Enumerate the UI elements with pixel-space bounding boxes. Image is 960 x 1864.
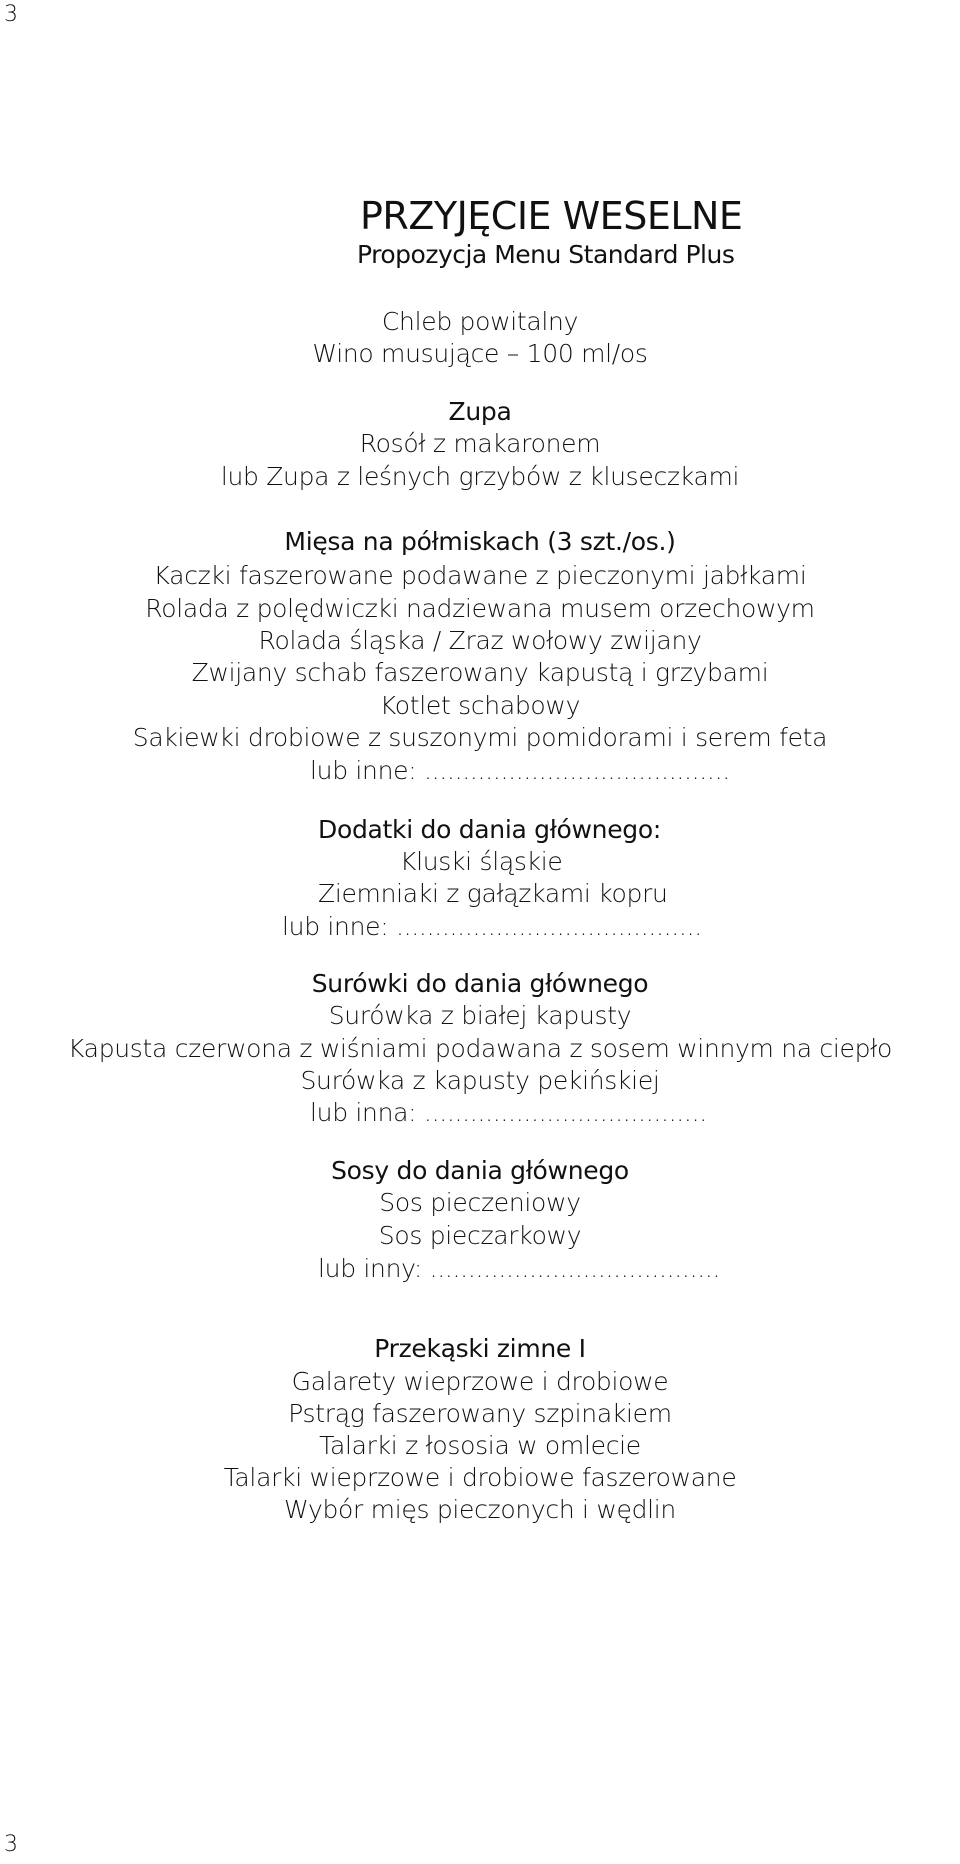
section-heading-soup: Zupa xyxy=(448,397,512,426)
soup-item: Rosół z makaronem xyxy=(359,429,601,458)
meat-item: Rolada z polędwiczki nadziewana musem orzechowym xyxy=(145,594,815,623)
side-item: Ziemniaki z gałązkami kopru xyxy=(318,879,668,908)
salad-other: lub inna: ..................................... xyxy=(310,1098,707,1127)
meat-item: Rolada śląska / Zraz wołowy zwijany xyxy=(258,626,702,655)
sauce-other: lub inny: ...................................... xyxy=(318,1254,721,1283)
section-heading-sauces: Sosy do dania głównego xyxy=(331,1156,629,1185)
meat-item: Zwijany schab faszerowany kapustą i grzybami xyxy=(191,658,769,687)
cold-starter-item: Talarki wieprzowe i drobiowe faszerowane xyxy=(223,1463,737,1492)
meat-item: Kotlet schabowy xyxy=(379,691,581,720)
cold-starter-item: Pstrąg faszerowany szpinakiem xyxy=(288,1399,672,1428)
side-other: lub inne: ........................................ xyxy=(282,912,702,941)
meat-item: Sakiewki drobiowe z suszonymi pomidorami i serem feta xyxy=(132,723,828,752)
cold-starter-item: Wybór mięs pieczonych i wędlin xyxy=(284,1495,676,1524)
salad-item: Surówka z kapusty pekińskiej xyxy=(300,1066,660,1095)
soup-item: lub Zupa z leśnych grzybów z kluseczkami xyxy=(220,462,740,491)
salad-item: Kapusta czerwona z wiśniami podawana z sosem winnym na ciepło xyxy=(68,1034,892,1063)
side-item: Kluski śląskie xyxy=(400,847,563,876)
page-number-top: 3 xyxy=(4,2,18,27)
section-heading-sides: Dodatki do dania głównego: xyxy=(318,815,661,844)
section-heading-meats: Mięsa na półmiskach (3 szt./os.) xyxy=(284,527,676,556)
welcome-item: Wino musujące – 100 ml/os xyxy=(312,339,648,368)
sauce-item: Sos pieczeniowy xyxy=(379,1188,581,1217)
section-heading-cold-starters: Przekąski zimne I xyxy=(374,1334,586,1363)
salad-item: Surówka z białej kapusty xyxy=(328,1001,632,1030)
cold-starter-item: Talarki z łososia w omlecie xyxy=(319,1431,641,1460)
welcome-item: Chleb powitalny xyxy=(381,307,579,336)
menu-subtitle: Propozycja Menu Standard Plus xyxy=(357,240,735,269)
page-title: PRZYJĘCIE WESELNE xyxy=(360,194,743,238)
cold-starter-item: Galarety wieprzowe i drobiowe xyxy=(291,1367,669,1396)
meat-item: Kaczki faszerowane podawane z pieczonymi jabłkami xyxy=(153,561,807,590)
page-number-bottom: 3 xyxy=(4,1832,18,1857)
section-heading-salads: Surówki do dania głównego xyxy=(311,969,649,998)
sauce-item: Sos pieczarkowy xyxy=(378,1221,582,1250)
meat-other: lub inne: ........................................ xyxy=(310,756,730,785)
